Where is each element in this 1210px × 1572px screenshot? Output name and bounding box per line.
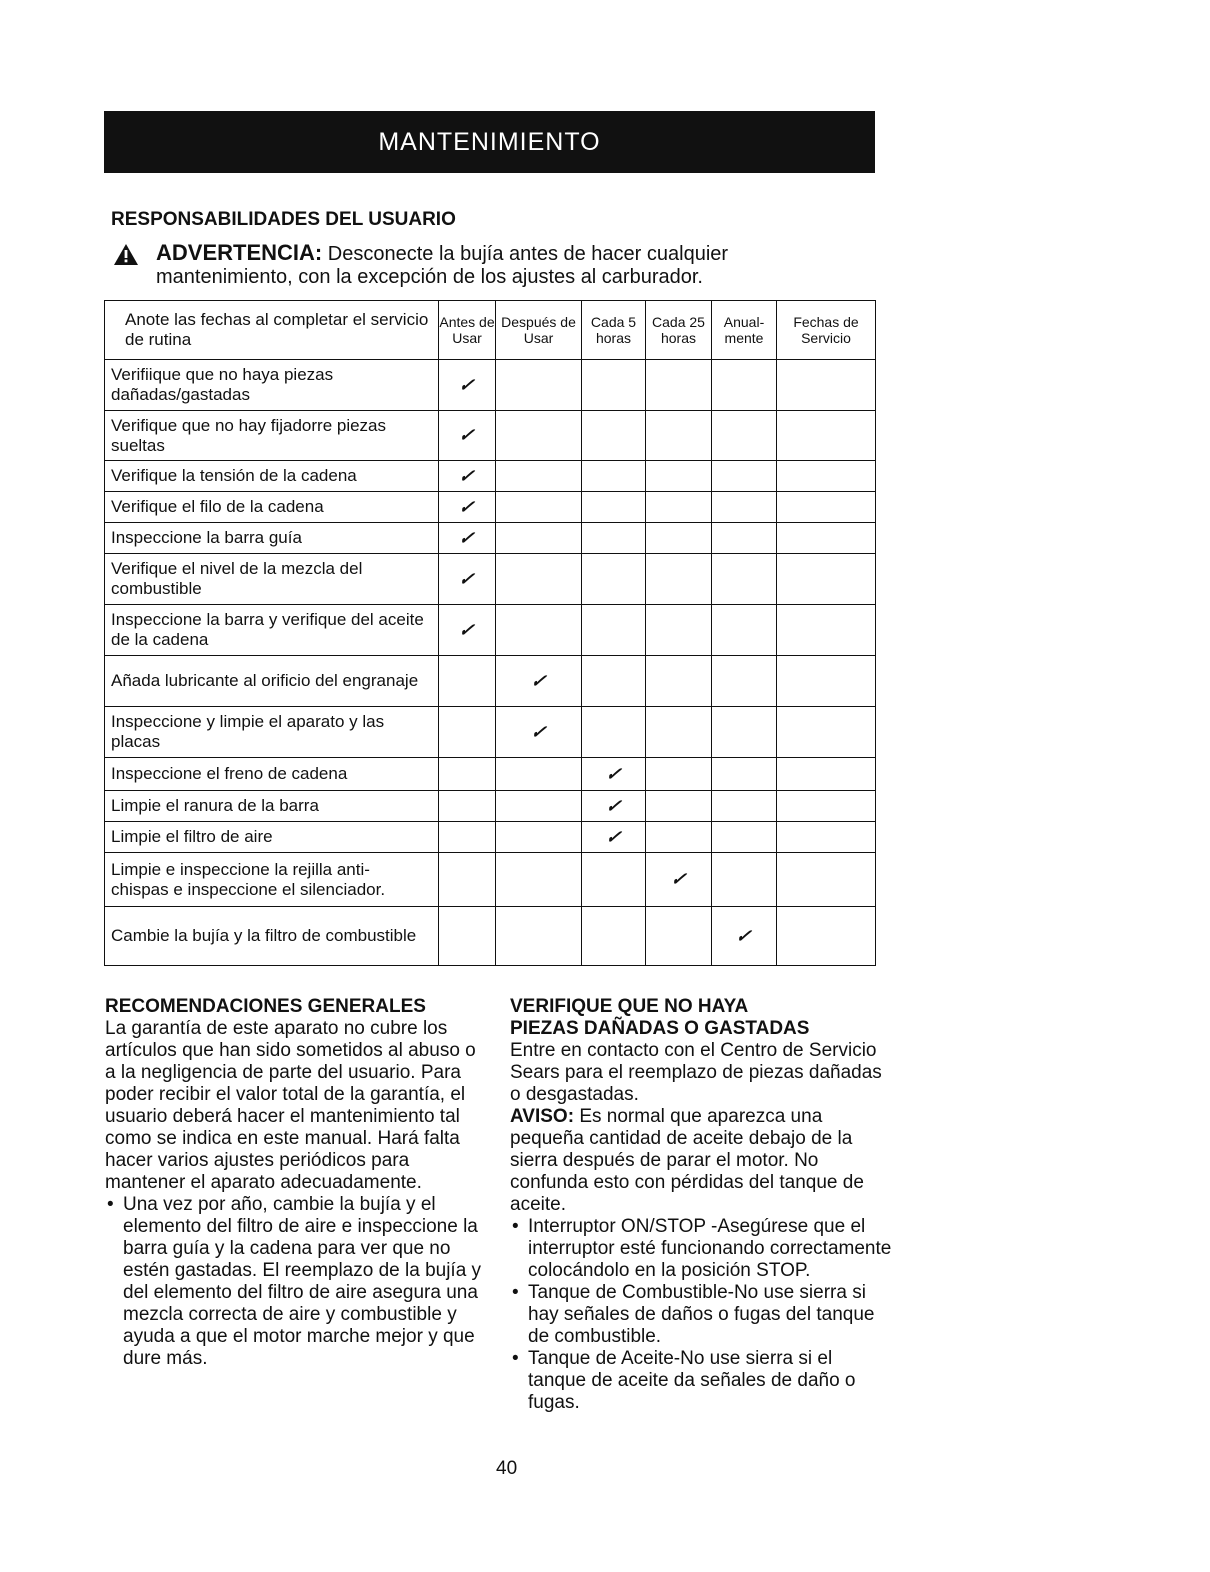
schedule-cell bbox=[712, 656, 777, 707]
schedule-cell bbox=[777, 758, 876, 791]
check-mark-icon: ✓ bbox=[457, 527, 477, 548]
schedule-cell bbox=[439, 492, 496, 523]
task-cell: Verifique el nivel de la mezcla del combustible bbox=[105, 554, 439, 605]
schedule-cell bbox=[439, 822, 496, 853]
schedule-cell bbox=[496, 791, 582, 822]
schedule-cell bbox=[712, 853, 777, 907]
schedule-cell bbox=[582, 523, 646, 554]
header-col: Fechas de Servicio bbox=[777, 301, 876, 360]
schedule-cell bbox=[582, 605, 646, 656]
table-row bbox=[105, 791, 876, 822]
schedule-cell bbox=[646, 791, 712, 822]
general-title: RECOMENDACIONES GENERALES bbox=[105, 996, 426, 1017]
warning-text-line1: Desconecte la bujía antes de hacer cualquier bbox=[327, 243, 729, 265]
schedule-cell bbox=[496, 554, 582, 605]
table-row bbox=[105, 907, 876, 966]
task-cell: Verifique la tensión de la cadena bbox=[105, 461, 439, 492]
schedule-cell bbox=[496, 853, 582, 907]
schedule-cell bbox=[439, 360, 496, 411]
check-mark-icon: ✓ bbox=[457, 496, 477, 517]
schedule-cell bbox=[646, 656, 712, 707]
schedule-cell bbox=[712, 461, 777, 492]
responsibilities-title: RESPONSABILIDADES DEL USUARIO bbox=[111, 209, 456, 230]
schedule-cell bbox=[777, 492, 876, 523]
list-item: • Tanque de Aceite-No use sierra si el tanque de aceite da señales de daño o fugas. bbox=[512, 1348, 856, 1413]
schedule-cell bbox=[777, 605, 876, 656]
schedule-cell bbox=[712, 758, 777, 791]
schedule-cell bbox=[777, 853, 876, 907]
notice-label: AVISO: bbox=[510, 1106, 575, 1127]
task-cell: Inspeccione el freno de cadena bbox=[105, 758, 439, 791]
table-row bbox=[105, 656, 876, 707]
check-mark-icon: ✓ bbox=[604, 826, 623, 847]
warning-icon bbox=[114, 244, 138, 265]
schedule-cell bbox=[582, 656, 646, 707]
warning-text-line2: mantenimiento, con la excepción de los ajustes al carburador. bbox=[156, 266, 703, 288]
section-banner bbox=[104, 111, 875, 173]
check-mark-icon: ✓ bbox=[457, 619, 477, 640]
schedule-cell bbox=[646, 605, 712, 656]
table-row bbox=[105, 492, 876, 523]
header-col: Antes de Usar bbox=[439, 301, 496, 360]
schedule-cell bbox=[439, 758, 496, 791]
warning-label: ADVERTENCIA: bbox=[156, 240, 323, 265]
task-cell: Verifique que no hay fijadorre piezas sueltas bbox=[105, 411, 439, 461]
schedule-cell bbox=[646, 853, 712, 907]
task-cell: Verifique el filo de la cadena bbox=[105, 492, 439, 523]
header-task: Anote las fechas al completar el servicio de rutina bbox=[105, 301, 439, 360]
schedule-cell bbox=[439, 791, 496, 822]
schedule-cell bbox=[777, 360, 876, 411]
schedule-cell bbox=[439, 523, 496, 554]
table-row bbox=[105, 461, 876, 492]
schedule-cell bbox=[582, 791, 646, 822]
schedule-cell bbox=[712, 360, 777, 411]
schedule-cell bbox=[496, 707, 582, 758]
schedule-cell bbox=[496, 411, 582, 461]
table-row bbox=[105, 554, 876, 605]
page-number: 40 bbox=[496, 1458, 518, 1479]
schedule-cell bbox=[439, 554, 496, 605]
notice-paragraph bbox=[510, 1106, 895, 1216]
schedule-cell bbox=[646, 822, 712, 853]
schedule-cell bbox=[496, 523, 582, 554]
schedule-cell bbox=[712, 791, 777, 822]
check-mark-icon: ✓ bbox=[529, 721, 548, 742]
schedule-cell bbox=[496, 822, 582, 853]
schedule-cell bbox=[496, 360, 582, 411]
table-row bbox=[105, 707, 876, 758]
list-item: • Interruptor ON/STOP -Asegúrese que el interruptor esté funcionando correctamente colocándolo en la posición STOP. bbox=[512, 1216, 892, 1281]
schedule-cell bbox=[777, 656, 876, 707]
verify-parts-section bbox=[510, 996, 895, 1414]
check-mark-icon: ✓ bbox=[457, 425, 477, 445]
schedule-cell bbox=[496, 907, 582, 966]
table-row bbox=[105, 605, 876, 656]
schedule-cell bbox=[646, 411, 712, 461]
schedule-cell bbox=[582, 822, 646, 853]
header-col: Cada 5 horas bbox=[582, 301, 646, 360]
schedule-cell bbox=[646, 907, 712, 966]
schedule-cell bbox=[496, 758, 582, 791]
task-cell: Limpie el ranura de la barra bbox=[105, 791, 439, 822]
schedule-cell bbox=[496, 492, 582, 523]
schedule-cell bbox=[777, 523, 876, 554]
schedule-cell bbox=[646, 707, 712, 758]
verify-title-line2: PIEZAS DAÑADAS O GASTADAS bbox=[510, 1018, 810, 1039]
general-recommendations bbox=[105, 996, 490, 1370]
schedule-cell bbox=[582, 758, 646, 791]
task-cell: Limpie el filtro de aire bbox=[105, 822, 439, 853]
table-row bbox=[105, 523, 876, 554]
schedule-cell bbox=[439, 853, 496, 907]
schedule-cell bbox=[439, 707, 496, 758]
schedule-cell bbox=[777, 411, 876, 461]
schedule-cell bbox=[582, 360, 646, 411]
task-cell: Verifiique que no haya piezas dañadas/gastadas bbox=[105, 360, 439, 411]
schedule-cell bbox=[439, 907, 496, 966]
check-mark-icon: ✓ bbox=[457, 374, 477, 395]
task-cell: Cambie la bujía y la filtro de combustible bbox=[105, 907, 439, 966]
schedule-cell bbox=[712, 907, 777, 966]
schedule-cell bbox=[777, 707, 876, 758]
task-cell: Inspeccione la barra y verifique del aceite de la cadena bbox=[105, 605, 439, 656]
task-cell: Inspeccione la barra guía bbox=[105, 523, 439, 554]
schedule-cell bbox=[777, 461, 876, 492]
schedule-cell bbox=[439, 411, 496, 461]
table-row bbox=[105, 360, 876, 411]
check-mark-icon: ✓ bbox=[457, 568, 477, 589]
schedule-cell bbox=[582, 492, 646, 523]
section-title: MANTENIMIENTO bbox=[378, 127, 601, 156]
check-mark-icon: ✓ bbox=[604, 763, 623, 784]
schedule-cell bbox=[712, 492, 777, 523]
schedule-cell bbox=[646, 461, 712, 492]
notice-text: Es normal que aparezca una pequeña cantidad de aceite debajo de la sierra después de parar el motor. No confunda esto con pérdidas del tanque de aceite. bbox=[510, 1106, 864, 1215]
list-item: • Una vez por año, cambie la bujía y el elemento del filtro de aire e inspeccione la barra guía y la cadena para ver que no estén gastadas. El reemplazo de la bujía y del elemento del filtro de aire asegura una mezcla correcta de aire y combustible y ayuda a que el motor marche mejor y que dure más. bbox=[107, 1194, 482, 1369]
schedule-cell bbox=[646, 758, 712, 791]
schedule-cell bbox=[646, 554, 712, 605]
table-row bbox=[105, 853, 876, 907]
general-body: La garantía de este aparato no cubre los artículos que han sido sometidos al abuso o a la negligencia de parte del usuario. Para poder recibir el valor total de la garantía, el usuario deberá hacer el mantenimiento tal como se indica en este manual. Hará falta hacer varios ajustes periódicos para mantener el aparato adecuadamente. bbox=[105, 1018, 476, 1193]
check-mark-icon: ✓ bbox=[734, 925, 754, 946]
schedule-cell bbox=[496, 461, 582, 492]
table-row bbox=[105, 822, 876, 853]
schedule-cell bbox=[582, 461, 646, 492]
schedule-cell bbox=[439, 461, 496, 492]
task-cell: Añada lubricante al orificio del engranaje bbox=[105, 656, 439, 707]
table-header-row bbox=[105, 301, 876, 360]
verify-title-line1: VERIFIQUE QUE NO HAYA bbox=[510, 996, 749, 1017]
task-cell: Limpie e inspeccione la rejilla anti- chispas e inspeccione el silenciador. bbox=[105, 853, 439, 907]
task-cell: Inspeccione y limpie el aparato y las placas bbox=[105, 707, 439, 758]
schedule-cell bbox=[582, 554, 646, 605]
header-col: Después de Usar bbox=[496, 301, 582, 360]
schedule-cell bbox=[712, 554, 777, 605]
maintenance-schedule-table bbox=[104, 300, 876, 966]
table-row bbox=[105, 411, 876, 461]
check-mark-icon: ✓ bbox=[669, 869, 688, 889]
list-item: • Tanque de Combustible-No use sierra si hay señales de daños o fugas del tanque de combustible. bbox=[512, 1282, 875, 1347]
check-mark-icon: ✓ bbox=[529, 670, 548, 691]
check-mark-icon: ✓ bbox=[457, 465, 477, 486]
schedule-cell bbox=[712, 411, 777, 461]
schedule-cell bbox=[712, 523, 777, 554]
table-row bbox=[105, 758, 876, 791]
verify-body: Entre en contacto con el Centro de Servicio Sears para el reemplazo de piezas dañadas o desgastadas. bbox=[510, 1040, 882, 1105]
schedule-cell bbox=[777, 791, 876, 822]
schedule-cell bbox=[712, 707, 777, 758]
schedule-cell bbox=[777, 907, 876, 966]
schedule-cell bbox=[646, 523, 712, 554]
schedule-cell bbox=[777, 554, 876, 605]
check-mark-icon: ✓ bbox=[604, 795, 623, 816]
schedule-cell bbox=[582, 853, 646, 907]
schedule-cell bbox=[646, 360, 712, 411]
header-col: Anual- mente bbox=[712, 301, 777, 360]
schedule-cell bbox=[712, 822, 777, 853]
header-col: Cada 25 horas bbox=[646, 301, 712, 360]
schedule-cell bbox=[777, 822, 876, 853]
schedule-cell bbox=[496, 605, 582, 656]
schedule-cell bbox=[582, 907, 646, 966]
schedule-cell bbox=[582, 707, 646, 758]
schedule-cell bbox=[439, 656, 496, 707]
schedule-cell bbox=[646, 492, 712, 523]
schedule-cell bbox=[496, 656, 582, 707]
schedule-cell bbox=[439, 605, 496, 656]
schedule-cell bbox=[582, 411, 646, 461]
schedule-cell bbox=[712, 605, 777, 656]
